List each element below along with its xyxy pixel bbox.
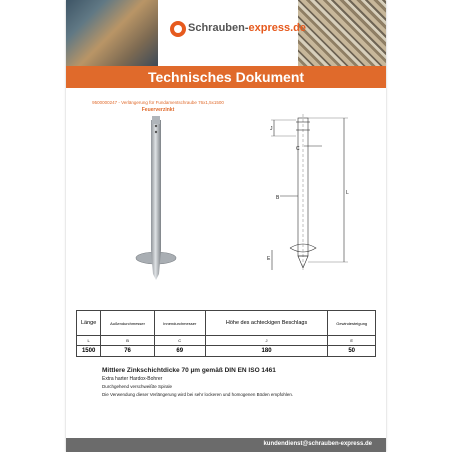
header-photo-right	[298, 0, 386, 66]
unit-cell-4: E	[328, 336, 376, 346]
technical-drawing	[266, 110, 386, 280]
pipe-hole-1	[155, 125, 157, 127]
document-sheet	[66, 0, 386, 452]
product-code-line: 9500000247 - Verlängerung für Fundamentschraube 76x1,5x1500	[92, 100, 224, 105]
note-hardox-drill: Extra harter Hardox-Bohrer	[102, 376, 163, 382]
unit-cell-0: L	[77, 336, 101, 346]
pipe-tip	[151, 250, 161, 280]
footer-email-link[interactable]: kundendienst@schrauben-express.de	[263, 441, 372, 447]
unit-cell-3: J	[205, 336, 328, 346]
note-usage: Die Verwendung dieser Verlängerung wird bei sehr lockeren und homogenen Böden empfohlen.	[102, 392, 294, 397]
value-cell-thread-pitch: 50	[328, 346, 376, 357]
value-cell-inner-diameter: 69	[154, 346, 205, 357]
unit-cell-2: C	[154, 336, 205, 346]
note-zinc-thickness: Mittlere Zinkschichtdicke 70 µm gemäß DIN EN ISO 1461	[102, 367, 276, 374]
brand-accent: express.de	[248, 22, 306, 34]
label-C: C	[296, 146, 300, 152]
label-B: B	[276, 195, 280, 201]
spec-table	[76, 310, 376, 357]
header-cell-length: Länge	[77, 311, 101, 336]
pipe-top	[152, 116, 160, 124]
unit-cell-1: B	[101, 336, 155, 346]
header-cell-outer-diameter: Außendurchmesser	[101, 311, 155, 336]
brand-logo-text	[188, 22, 306, 34]
note-welded-spiral: Durchgehend verschweißte Spirale	[102, 384, 173, 389]
notes-block	[102, 366, 382, 399]
pipe-hole-2	[155, 131, 157, 133]
product-photo	[126, 112, 186, 282]
document-title: Technisches Dokument	[147, 69, 305, 85]
brand-main: Schrauben-	[188, 22, 249, 34]
header-photo-left	[66, 0, 158, 66]
label-E: E	[267, 256, 271, 262]
header-cell-inner-diameter: Innendurchmesser	[154, 311, 205, 336]
header-cell-fitting-height: Höhe des achteckigen Beschlags	[205, 311, 328, 336]
pipe-shaft	[151, 120, 161, 250]
header-cell-thread-pitch: Gewindesteigung	[328, 311, 376, 336]
label-J: J	[270, 126, 273, 132]
table-value-row	[77, 346, 376, 357]
product-finish: Feuerverzinkt	[141, 107, 175, 113]
label-L: L	[346, 190, 349, 196]
value-cell-fitting-height: 180	[205, 346, 328, 357]
brand-logo-icon	[170, 21, 186, 37]
table-header-row	[77, 311, 376, 336]
value-cell-outer-diameter: 76	[101, 346, 155, 357]
table-unit-row	[77, 336, 376, 346]
value-cell-length: 1500	[77, 346, 101, 357]
